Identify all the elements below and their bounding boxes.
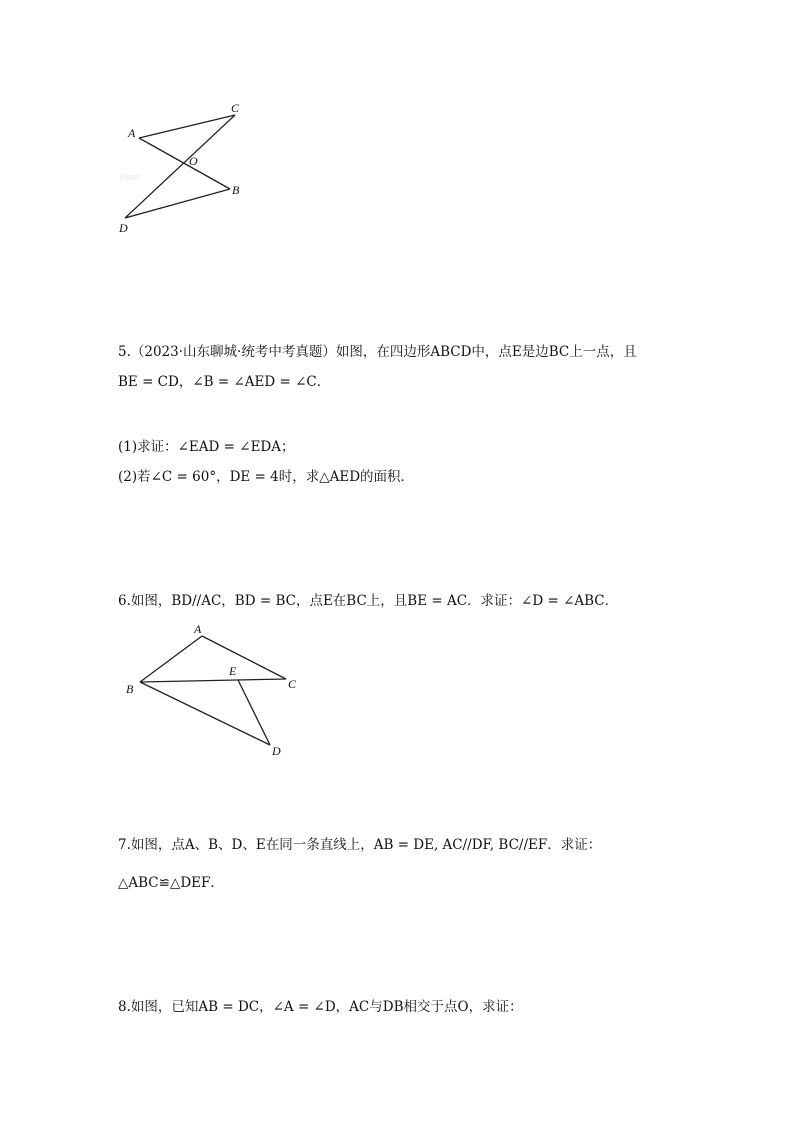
segment-ac xyxy=(139,115,235,138)
segment-bd xyxy=(140,682,270,745)
label-c: C xyxy=(288,677,297,691)
q5-part1: (1)求证：∠EAD = ∠EDA； xyxy=(118,439,295,455)
q5-part2: (2)若∠C = 60°，DE = 4时，求△AED的面积． xyxy=(118,469,415,485)
figure-triangles xyxy=(118,615,308,765)
q5-line1: 5.（2023·山东聊城·统考中考真题）如图，在四边形ABCD中，点E是边BC上一点，且 xyxy=(118,344,637,360)
segment-ab xyxy=(139,138,230,189)
label-d: D xyxy=(119,221,128,235)
label-e: E xyxy=(229,664,237,678)
label-a: A xyxy=(194,622,202,636)
q7-line1: 7.如图，点A、B、D、E在同一条直线上，AB = DE, AC//DF, BC//EF．求证： xyxy=(118,837,602,853)
segment-ac xyxy=(202,636,286,679)
figure-crossing-segments xyxy=(110,95,260,240)
q8-text: 8.如图，已知AB = DC，∠A = ∠D，AC与DB相交于点O，求证： xyxy=(118,999,523,1015)
q6-text: 6.如图，BD//AC，BD = BC，点E在BC上，且BE = AC．求证：∠D = ∠ABC． xyxy=(118,593,619,609)
q7-line2: △ABC≌△DEF． xyxy=(118,875,224,891)
label-b: B xyxy=(126,682,134,696)
watermark-text: Figure xyxy=(120,172,141,181)
label-b: B xyxy=(232,183,240,197)
label-d: D xyxy=(272,744,281,758)
segment-bc xyxy=(140,679,286,682)
label-o: O xyxy=(189,154,198,168)
label-c: C xyxy=(231,101,240,115)
q5-line2: BE = CD，∠B = ∠AED = ∠C． xyxy=(118,374,331,390)
segment-ab xyxy=(140,636,202,682)
label-a: A xyxy=(128,126,136,140)
segment-ed xyxy=(238,680,270,745)
